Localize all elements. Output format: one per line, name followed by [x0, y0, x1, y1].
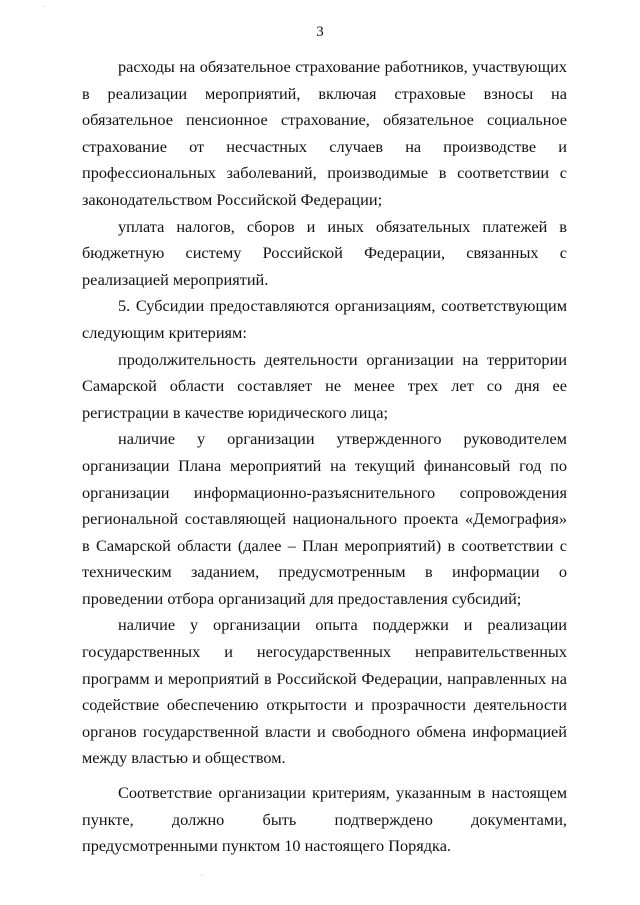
paragraph-compliance: Соответствие организации критериям, указанным в настоящем пункте, должно быть подтверждено документами, предусмотренными пунктом 10 настоящего Порядка. — [82, 783, 567, 856]
paragraph-criterion-duration: продолжительность деятельности организации на территории Самарской области составляет не менее трех лет со дня ее регистрации в качестве юридического лица; — [82, 349, 567, 422]
paragraph-insurance-costs: расходы на обязательное страхование работников, участвующих в реализации мероприятий, включая страховые взносы на обязательное пенсионное страхование, обязательное социальное страхование от несчастных случаев на производстве и профессиональных заболеваний, производимые в соответствии с законодательством Российской Федерации; — [82, 57, 567, 209]
paragraph-criterion-plan: наличие у организации утвержденного руководителем организации Плана мероприятий на текущий финансовый год по организации информационно-разъяснительного сопровождения региональной составляющей национального проекта «Демография» в Самарской области (далее – План мероприятий) в соответствии с техническим заданием, предусмотренным в информации о проведении отбора организаций для предоставления субсидий; — [82, 429, 567, 608]
scan-speck: ` — [42, 4, 45, 14]
document-body — [82, 54, 567, 860]
page-number: 3 — [316, 24, 324, 40]
scan-speck: · — [200, 870, 203, 880]
paragraph-criteria-intro: 5. Субсидии предоставляются организациям, соответствующим следующим критериям: — [82, 296, 567, 342]
paragraph-taxes: уплата налогов, сборов и иных обязательных платежей в бюджетную систему Российской Федерации, связанных с реализацией мероприятий. — [82, 216, 567, 289]
paragraph-criterion-experience: наличие у организации опыта поддержки и реализации государственных и негосударственных неправительственных программ и мероприятий в Российской Федерации, направленных на содействие обеспечению открытости и прозрачности деятельности органов государственной власти и свободного обмена информацией между властью и обществом. — [82, 615, 567, 768]
